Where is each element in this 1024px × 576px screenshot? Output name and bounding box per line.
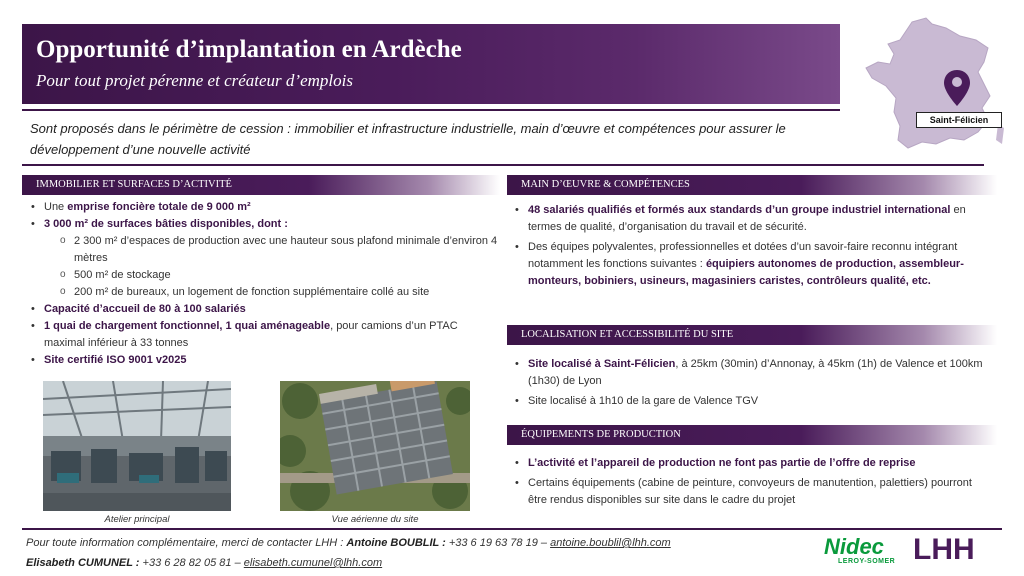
list-item: • 48 salariés qualifiés et formés aux standards d’un groupe industriel international en termes de qualité, d’organisation du travail et de sécurité. <box>512 202 988 236</box>
aerial-photo <box>280 381 470 511</box>
nidec-logo: Nidec LEROY-SOMER <box>824 534 896 565</box>
france-map <box>860 14 1010 154</box>
header-divider <box>22 109 840 111</box>
sub-list-item: o 200 m² de bureaux, un logement de fonction supplémentaire collé au site <box>58 284 498 301</box>
contact-name: Elisabeth CUMUNEL : <box>26 557 140 569</box>
list-item: • Capacité d’accueil de 80 à 100 salariés <box>28 301 498 318</box>
list-item: • Site certifié ISO 9001 v2025 <box>28 352 498 369</box>
main-oeuvre-list <box>512 202 988 290</box>
workshop-photo <box>43 381 231 511</box>
list-item: • L’activité et l’appareil de production ne font pas partie de l’offre de reprise <box>512 455 988 472</box>
page-title: Opportunité d’implantation en Ardèche <box>36 36 462 63</box>
equipements-list <box>512 455 988 509</box>
sub-list-item: o 2 300 m² d’espaces de production avec une hauteur sous plafond minimale d’environ 4 mètres <box>58 233 498 267</box>
list-item: • Des équipes polyvalentes, professionnelles et dotées d’un savoir-faire reconnu intégrant notamment les fonctions suivantes : équipiers autonomes de production, assembleur-monteurs, bobiniers, usineurs, magasiniers caristes, contrôleurs qualité, etc. <box>512 239 988 290</box>
localisation-list <box>512 356 988 410</box>
list-item: • Site localisé à 1h10 de la gare de Valence TGV <box>512 393 988 410</box>
footer-contact-line-2: Elisabeth CUMUNEL : +33 6 28 82 05 81 – elisabeth.cumunel@lhh.com <box>26 557 383 569</box>
immobilier-list <box>28 199 498 369</box>
email-link[interactable]: elisabeth.cumunel@lhh.com <box>243 557 383 569</box>
title-banner <box>22 24 840 104</box>
section-header-main-oeuvre: MAIN D’ŒUVRE & COMPÉTENCES <box>507 175 997 195</box>
sub-list-item: o 500 m² de stockage <box>58 267 498 284</box>
photo-caption: Atelier principal <box>104 514 170 525</box>
section-header-localisation: LOCALISATION ET ACCESSIBILITÉ DU SITE <box>507 325 997 345</box>
lhh-logo: LHH <box>913 533 975 566</box>
map-location-label: Saint-Félicien <box>916 112 1002 128</box>
photo-caption: Vue aérienne du site <box>331 514 419 525</box>
france-outline <box>866 18 990 148</box>
intro-text: Sont proposés dans le périmètre de cession : immobilier et infrastructure industrielle, main d’œuvre et compétences pour assurer le développement d’une nouvelle activité <box>30 121 786 157</box>
list-item: • 1 quai de chargement fonctionnel, 1 quai aménageable, pour camions d’un PTAC maximal inférieur à 33 tonnes <box>28 318 498 352</box>
footer-contact-line-1: Pour toute information complémentaire, merci de contacter LHH : Antoine BOUBLIL : +33 6 19 63 78 19 – antoine.boublil@lhh.com <box>26 537 671 549</box>
list-item: • 3 000 m² de surfaces bâties disponibles, dont : o 2 300 m² d’espaces de production avec une hauteur sous plafond minimale d’environ 4 mètres o 500 m² de stockage o 200 m² de bureaux, un logement de fonction supplémentaire collé au site <box>28 216 498 301</box>
section-header-immobilier: IMMOBILIER ET SURFACES D’ACTIVITÉ <box>22 175 500 195</box>
contact-name: Antoine BOUBLIL : <box>346 537 446 549</box>
sub-list <box>58 233 498 301</box>
list-item: • Site localisé à Saint-Félicien, à 25km (30min) d’Annonay, à 45km (1h) de Valence et 100km (1h30) de Lyon <box>512 356 988 390</box>
email-link[interactable]: antoine.boublil@lhh.com <box>550 537 671 549</box>
intro-divider <box>22 164 984 166</box>
section-header-equipements: ÉQUIPEMENTS DE PRODUCTION <box>507 425 997 445</box>
page-subtitle: Pour tout projet pérenne et créateur d’emplois <box>36 71 353 90</box>
footer-divider <box>22 528 1002 530</box>
list-item: • Une emprise foncière totale de 9 000 m² <box>28 199 498 216</box>
list-item: • Certains équipements (cabine de peinture, convoyeurs de manutention, palettiers) pourront être rendus disponibles sur site dans le cadre du projet <box>512 475 988 509</box>
